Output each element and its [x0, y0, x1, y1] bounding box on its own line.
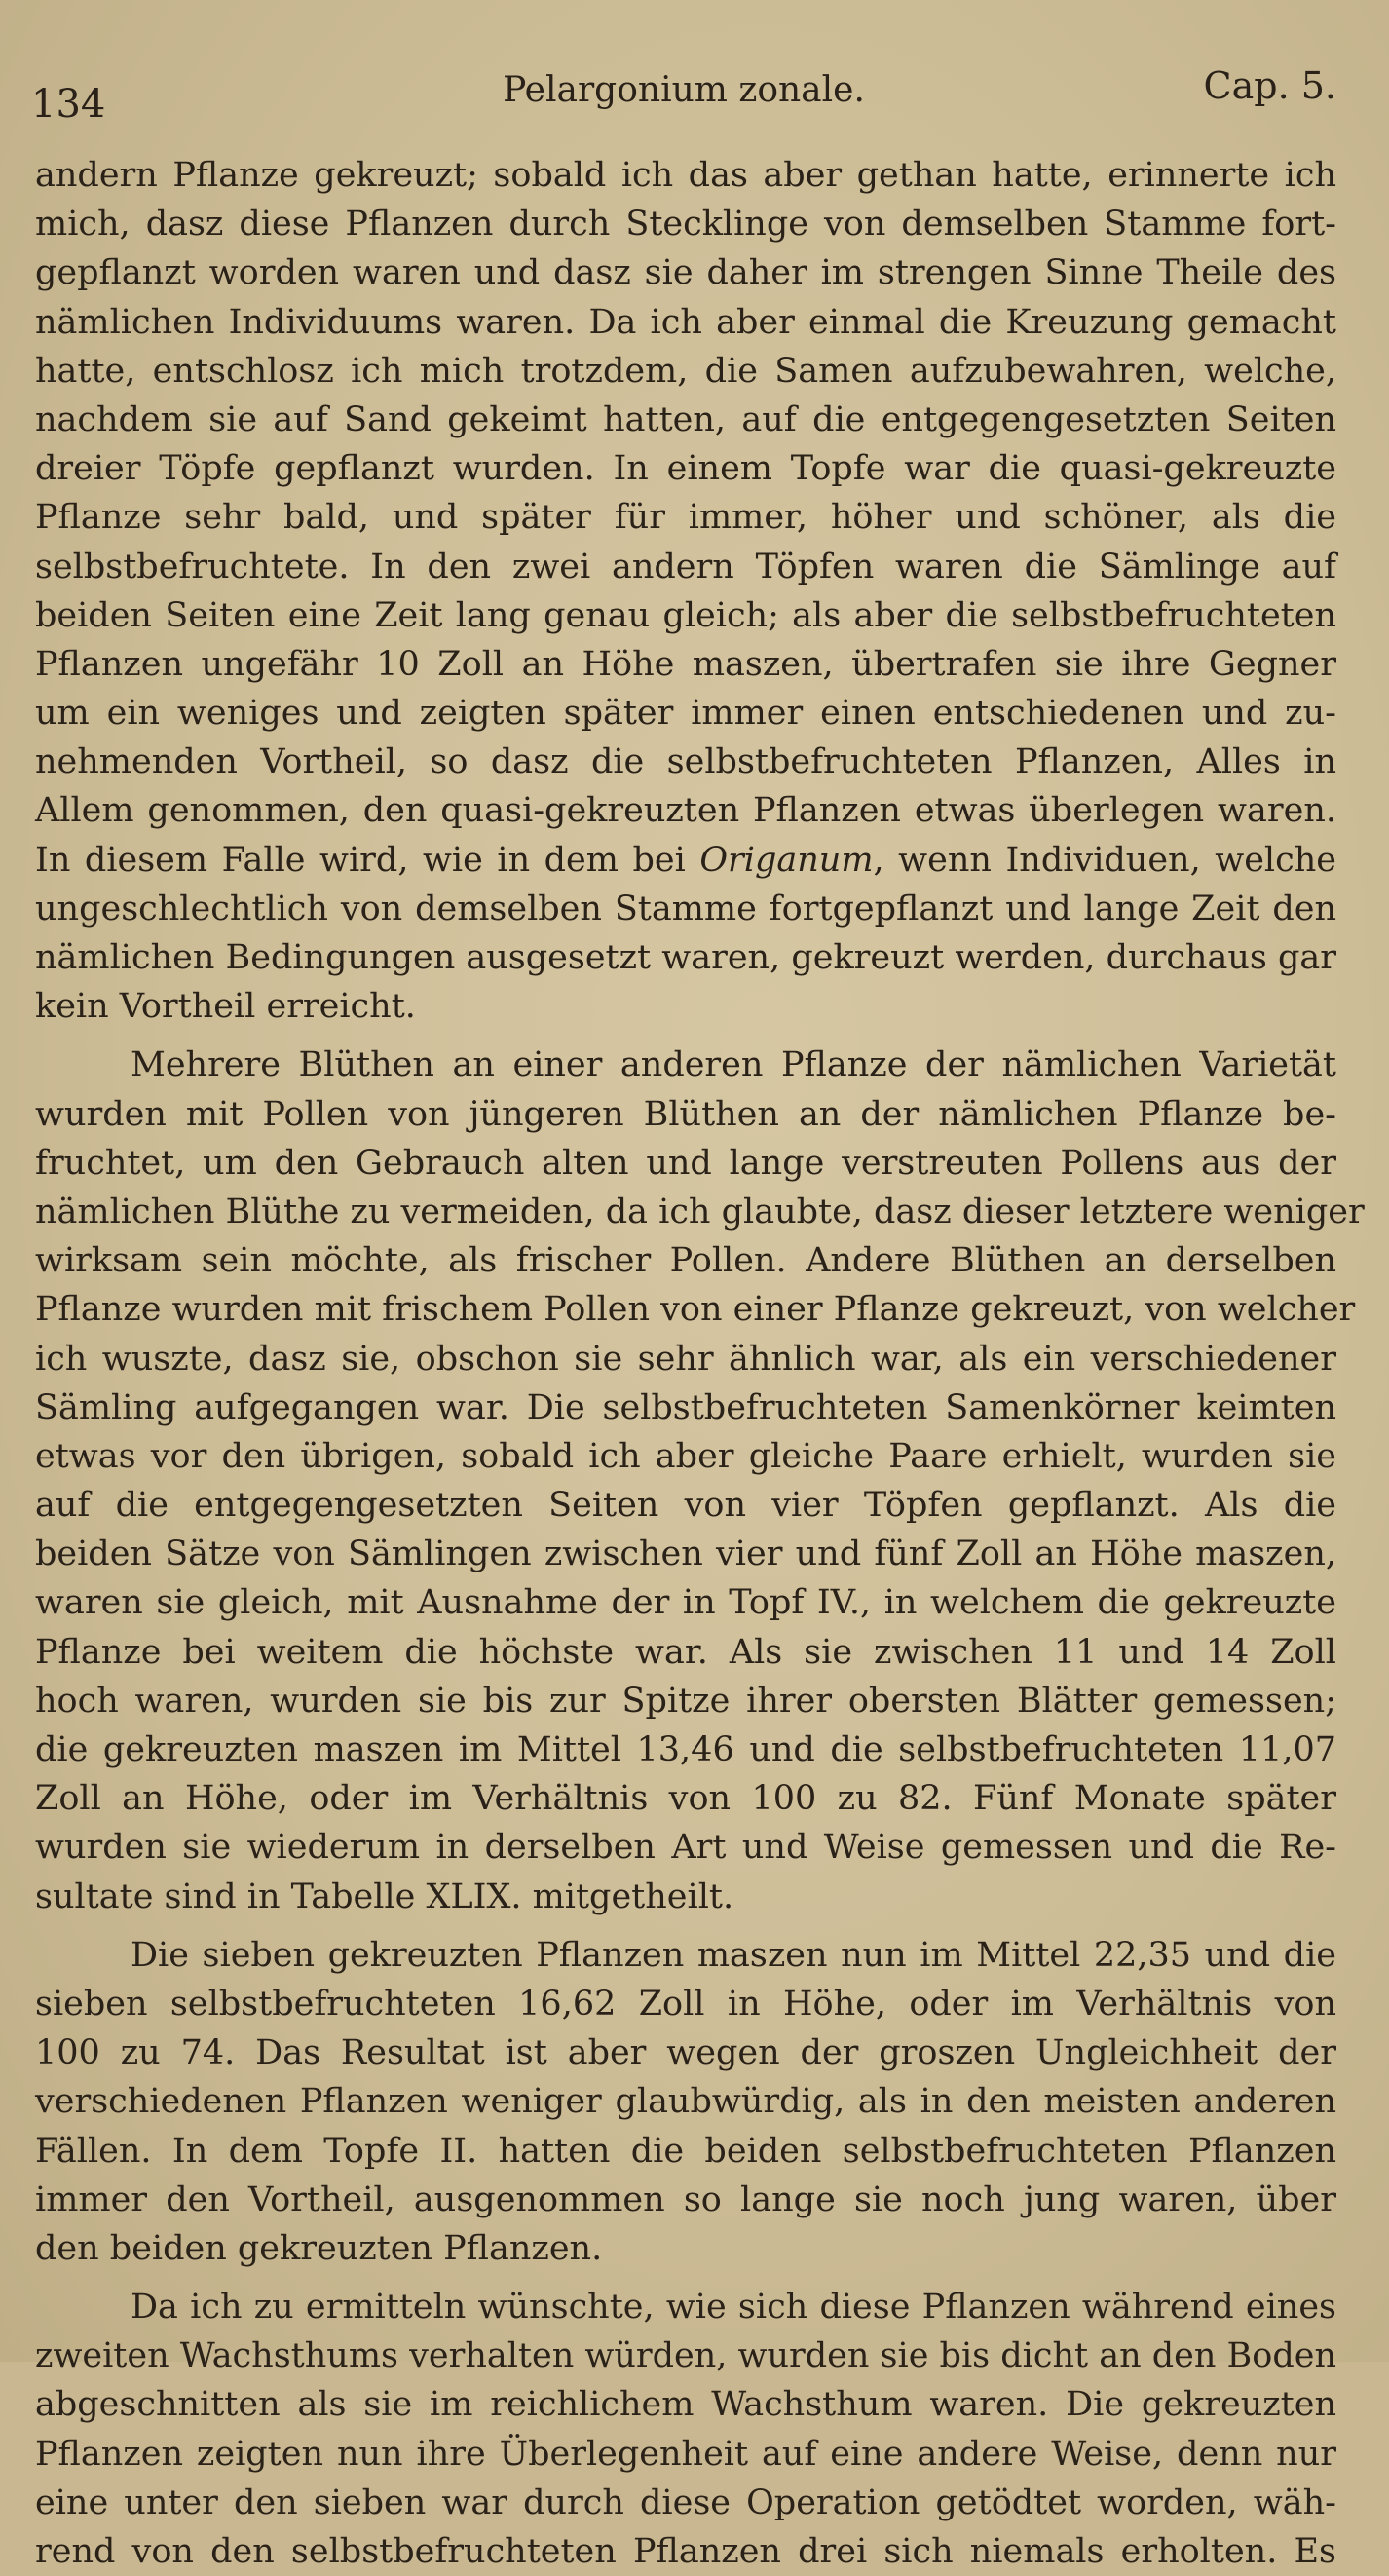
- paragraph-p2: [35, 1041, 1365, 1920]
- text-line: wurden mit Pollen von jüngeren Blüthen an der nämlichen Pflanze be-: [35, 1094, 1336, 1134]
- text-line: Allem genommen, den quasi-gekreuzten Pflanzen etwas überlegen waren.: [35, 791, 1336, 831]
- text-line: Pflanze wurden mit frischem Pollen von einer Pflanze gekreuzt, von welcher: [35, 1290, 1356, 1330]
- text-line: andern Pflanze gekreuzt; sobald ich das aber gethan hatte, erinnerte ich: [35, 156, 1336, 195]
- text-line: beiden Sätze von Sämlingen zwischen vier und fünf Zoll an Höhe maszen,: [35, 1534, 1336, 1574]
- text-line: Pflanze sehr bald, und später für immer, höher und schöner, als die: [35, 498, 1336, 538]
- text-line: nämlichen Bedingungen ausgesetzt waren, gekreuzt werden, durchaus gar: [35, 938, 1336, 977]
- body-text: [35, 151, 1365, 2576]
- text-line: selbstbefruchtete. In den zwei andern Töpfen waren die Sämlinge auf: [35, 547, 1336, 587]
- text-line: wirksam sein möchte, als frischer Pollen. Andere Blüthen an derselben: [35, 1241, 1336, 1281]
- text-line: wurden sie wiederum in derselben Art und Weise gemessen und die Re-: [35, 1828, 1336, 1868]
- paragraph-p4: [35, 2283, 1336, 2576]
- text-line: hatte, entschlosz ich mich trotzdem, die Samen aufzubewahren, welche,: [35, 351, 1336, 391]
- text-line: Sämling aufgegangen war. Die selbstbefruchteten Samenkörner keimten: [35, 1387, 1336, 1427]
- text-line: verschiedenen Pflanzen weniger glaubwürdig, als in den meisten anderen: [35, 2082, 1336, 2122]
- text-line: waren sie gleich, mit Ausnahme der in Topf IV., in welchem die gekreuzte: [35, 1583, 1336, 1623]
- text-line: Die sieben gekreuzten Pflanzen maszen nun im Mittel 22,35 und die: [131, 1935, 1336, 1975]
- text-line: beiden Seiten eine Zeit lang genau gleich; als aber die selbstbefruchteten: [35, 595, 1336, 635]
- text-line: Fällen. In dem Topfe II. hatten die beiden selbstbefruchteten Pflanzen: [35, 2131, 1336, 2171]
- text-line: ich wuszte, dasz sie, obschon sie sehr ähnlich war, als ein verschiedener: [35, 1339, 1336, 1379]
- text-line: gepflanzt worden waren und dasz sie daher im strengen Sinne Theile des: [35, 253, 1336, 293]
- text-line: den beiden gekreuzten Pflanzen.: [35, 2228, 603, 2268]
- text-line: abgeschnitten als sie im reichlichem Wachsthum waren. Die gekreuzten: [35, 2385, 1336, 2425]
- text-line: nachdem sie auf Sand gekeimt hatten, auf die entgegengesetzten Seiten: [35, 399, 1336, 439]
- text-line: nämlichen Individuums waren. Da ich aber einmal die Kreuzung gemacht: [35, 302, 1336, 342]
- text-line: rend von den selbstbefruchteten Pflanzen drei sich niemals erholten. Es: [35, 2532, 1336, 2571]
- text-line: Pflanzen ungefähr 10 Zoll an Höhe maszen, übertrafen sie ihre Gegner: [35, 644, 1336, 684]
- text-line: nämlichen Blüthe zu vermeiden, da ich glaubte, dasz dieser letztere weniger: [35, 1192, 1365, 1231]
- page-number: 134: [31, 82, 106, 127]
- text-line: Zoll an Höhe, oder im Verhältnis von 100 zu 82. Fünf Monate später: [35, 1779, 1336, 1819]
- text-line: immer den Vortheil, ausgenommen so lange sie noch jung waren, über: [35, 2179, 1336, 2219]
- text-line: nehmenden Vortheil, so dasz die selbstbefruchteten Pflanzen, Alles in: [35, 742, 1336, 782]
- taxon-name: Origanum: [699, 840, 874, 880]
- text-line: ungeschlechtlich von demselben Stamme fortgepflanzt und lange Zeit den: [35, 889, 1336, 928]
- text-line: hoch waren, wurden sie bis zur Spitze ihrer obersten Blätter gemessen;: [35, 1681, 1336, 1721]
- text-line: sieben selbstbefruchteten 16,62 Zoll in Höhe, oder im Verhältnis von: [35, 1984, 1336, 2024]
- text-line: mich, dasz diese Pflanzen durch Stecklinge von demselben Stamme fort-: [35, 205, 1336, 245]
- running-title: Pelargonium zonale.: [503, 70, 865, 110]
- text-line: 100 zu 74. Das Resultat ist aber wegen der groszen Ungleichheit der: [35, 2033, 1336, 2073]
- paragraph-p3: [35, 1931, 1336, 2273]
- text-line: Pflanze bei weitem die höchste war. Als sie zwischen 11 und 14 Zoll: [35, 1632, 1336, 1672]
- text-line: die gekreuzten maszen im Mittel 13,46 und die selbstbefruchteten 11,07: [35, 1730, 1336, 1769]
- text-line: eine unter den sieben war durch diese Operation getödtet worden, wäh-: [35, 2482, 1336, 2522]
- text-line: auf die entgegengesetzten Seiten von vier Töpfen gepflanzt. Als die: [35, 1486, 1336, 1526]
- text-line: Da ich zu ermitteln wünschte, wie sich diese Pflanzen während eines: [131, 2288, 1336, 2328]
- text-line: Mehrere Blüthen an einer anderen Pflanze der nämlichen Varietät: [131, 1045, 1336, 1085]
- text-line: etwas vor den übrigen, sobald ich aber gleiche Paare erhielt, wurden sie: [35, 1436, 1336, 1476]
- text-line: dreier Töpfe gepflanzt wurden. In einem Topfe war die quasi-gekreuzte: [35, 449, 1336, 489]
- text-line: um ein weniges und zeigten später immer einen entschiedenen und zu-: [35, 694, 1336, 734]
- text-line: Pflanzen zeigten nun ihre Überlegenheit auf eine andere Weise, denn nur: [35, 2434, 1336, 2474]
- text-line: sultate sind in Tabelle XLIX. mitgetheilt.: [35, 1876, 734, 1916]
- running-head: [31, 64, 1336, 129]
- text-line: In diesem Falle wird, wie in dem bei Origanum, wenn Individuen, welche: [35, 840, 1336, 880]
- text-line: fruchtet, um den Gebrauch alten und lange verstreuten Pollens aus der: [35, 1143, 1336, 1183]
- chapter-reference: Cap. 5.: [1203, 64, 1336, 107]
- paragraph-p1: [35, 151, 1336, 1031]
- text-line: zweiten Wachsthums verhalten würden, wurden sie bis dicht an den Boden: [35, 2336, 1336, 2376]
- text-line: kein Vortheil erreicht.: [35, 987, 416, 1027]
